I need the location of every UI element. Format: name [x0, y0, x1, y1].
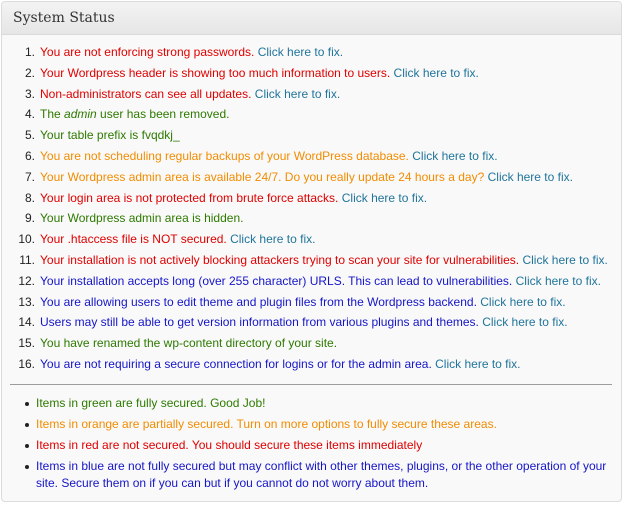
item-number: 2.	[24, 65, 35, 80]
status-item	[2, 292, 621, 313]
status-item	[2, 167, 621, 188]
fix-link[interactable]: Click here to fix.	[515, 273, 601, 288]
status-item	[2, 208, 621, 229]
fix-link[interactable]: Click here to fix.	[480, 294, 566, 309]
status-item	[2, 63, 621, 84]
fix-link[interactable]: Click here to fix.	[522, 252, 608, 267]
item-number: 8.	[24, 190, 35, 205]
item-number: 14.	[18, 315, 35, 330]
item-text: Your Wordpress header is showing too much information to users.	[40, 65, 391, 80]
status-item	[2, 42, 621, 63]
fix-link[interactable]: Click here to fix.	[435, 356, 521, 371]
item-number: 13.	[18, 294, 35, 309]
fix-link[interactable]: Click here to fix.	[487, 169, 573, 184]
item-text: user has been removed.	[96, 107, 230, 122]
item-text: Your .htaccess file is NOT secured.	[40, 232, 227, 247]
legend-text: Items in orange are partially secured. Turn on more options to fully secure these areas.	[36, 417, 497, 431]
system-status-panel	[1, 1, 622, 502]
item-text: Your Wordpress admin area is hidden.	[40, 211, 244, 226]
item-text: Your installation accepts long (over 255 character) URLS. This can lead to vulnerabilities.	[40, 273, 513, 288]
status-item	[2, 271, 621, 292]
status-item	[2, 312, 621, 333]
status-item	[2, 250, 621, 271]
status-item	[2, 354, 621, 375]
item-number: 4.	[24, 107, 35, 122]
fix-link[interactable]: Click here to fix.	[412, 148, 498, 163]
legend-item-green	[2, 395, 621, 412]
legend-text: Items in blue are not fully secured but may conflict with other themes, plugins, or the other operation of your site. Secure them on if you can but if you cannot do not worry about them.	[36, 459, 607, 490]
item-text: Non-administrators can see all updates.	[40, 86, 252, 101]
item-text: You have renamed the wp-content directory of your site.	[40, 336, 338, 351]
status-item	[2, 84, 621, 105]
item-text: Your Wordpress admin area is available 24/7. Do you really update 24 hours a day?	[40, 169, 485, 184]
item-number: 11.	[19, 252, 35, 267]
item-text: You are allowing users to edit theme and plugin files from the Wordpress backend.	[40, 294, 477, 309]
status-list	[2, 42, 621, 375]
legend-list	[2, 395, 621, 496]
item-text-emphasis: admin	[64, 107, 97, 122]
legend-text: Items in green are fully secured. Good Job!	[36, 396, 266, 410]
item-number: 12.	[18, 273, 35, 288]
panel-title: System Status	[2, 2, 621, 35]
item-text: You are not requiring a secure connection for logins or for the admin area.	[40, 356, 432, 371]
item-number: 3.	[24, 86, 35, 101]
item-number: 16.	[18, 356, 35, 371]
item-number: 6.	[24, 148, 35, 163]
legend-item-blue	[2, 458, 621, 492]
legend-item-red	[2, 437, 621, 454]
status-item	[2, 146, 621, 167]
item-text: Your table prefix is fvqdkj_	[40, 128, 180, 143]
legend-text: Items in red are not secured. You should secure these items immediately	[36, 438, 423, 452]
status-item	[2, 125, 621, 146]
fix-link[interactable]: Click here to fix.	[230, 232, 316, 247]
status-item	[2, 229, 621, 250]
item-number: 7.	[24, 169, 35, 184]
status-item	[2, 333, 621, 354]
item-text: You are not enforcing strong passwords.	[40, 45, 255, 59]
legend-item-orange	[2, 416, 621, 433]
status-item	[2, 104, 621, 125]
item-number: 5.	[24, 128, 35, 143]
item-text: Your login area is not protected from brute force attacks.	[40, 190, 339, 205]
item-number: 15.	[18, 336, 35, 351]
fix-link[interactable]: Click here to fix.	[254, 86, 341, 101]
item-text: You are not scheduling regular backups of your WordPress database.	[40, 148, 409, 163]
item-number: 1.	[24, 45, 35, 59]
fix-link[interactable]: Click here to fix.	[393, 65, 479, 80]
item-number: 10.	[18, 232, 35, 247]
fix-link[interactable]: Click here to fix.	[482, 315, 568, 330]
item-number: 9.	[24, 211, 35, 226]
fix-link[interactable]: Click here to fix.	[341, 190, 428, 205]
item-text: The	[40, 107, 65, 122]
item-text: Your installation is not actively blocking attackers trying to scan your site for vulnerabilities.	[40, 252, 520, 267]
divider	[10, 384, 612, 385]
fix-link[interactable]: Click here to fix.	[257, 45, 344, 59]
status-item	[2, 188, 621, 209]
item-text: Users may still be able to get version information from various plugins and themes.	[40, 315, 479, 330]
